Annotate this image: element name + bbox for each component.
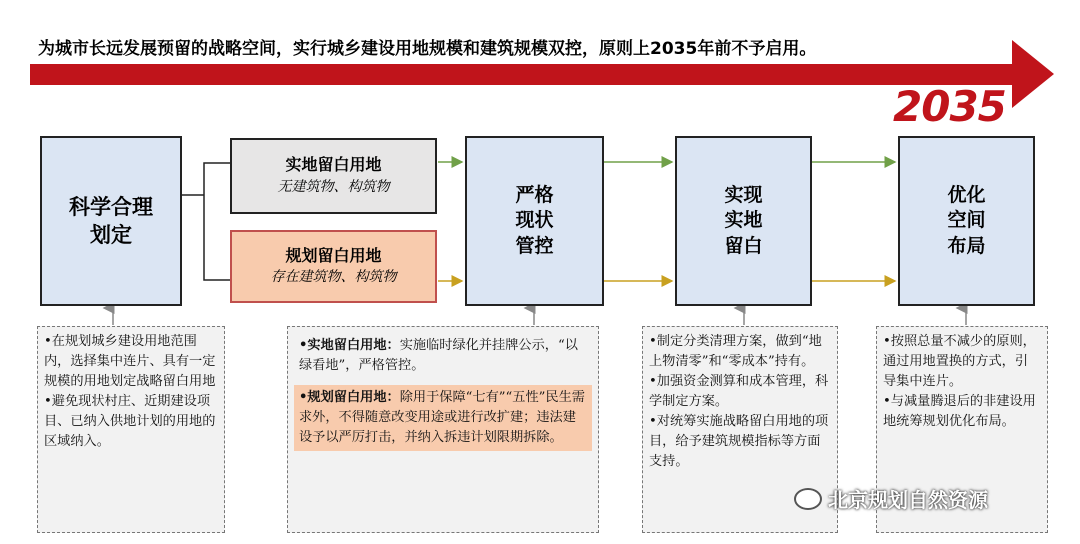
box-optimize-layout-label: 优化 空间 布局 — [947, 183, 986, 257]
note-planned-text: 除用于保障“七有”“五性”民生需求外，不得随意改变用途或进行改扩建；违法建设予以严厉打击，并纳入拆违计划限期拆除。 — [299, 390, 585, 445]
planned-reserved-sub: 存在建筑物、构筑物 — [270, 269, 397, 286]
box-scientific-delineation — [40, 136, 182, 306]
planned-reserved-title: 规划留白用地 — [285, 245, 382, 265]
field-reserved-sub: 无建筑物、构筑物 — [277, 178, 390, 195]
box-scientific-delineation-label: 科学合理 划定 — [69, 194, 153, 247]
note-realize-item: •对统筹实施战略留白用地的项目，给予建筑规模指标等方面支持。 — [649, 414, 829, 469]
note-optimize-item: •按照总量不减少的原则，通过用地置换的方式，引导集中连片。 — [883, 334, 1036, 389]
year-label: 2035 — [893, 82, 1006, 131]
headline: 为城市长远发展预留的战略空间，实行城乡建设用地规模和建筑规模双控，原则上2035年前不予启用。 — [38, 39, 817, 59]
wechat-logo-icon — [794, 488, 822, 510]
note-delineation-item: •避免现状村庄、近期建设项目、已纳入供地计划的用地的区域纳入。 — [44, 394, 216, 449]
note-optimize-item: •与减量腾退后的非建设用地统筹规划优化布局。 — [883, 394, 1036, 429]
note-field-label: •实地留白用地： — [299, 338, 400, 353]
watermark-text: 北京规划自然资源 — [828, 488, 988, 512]
note-delineation-item: •在规划城乡建设用地范围内，选择集中连片、具有一定规模的用地划定战略留白用地 — [44, 334, 216, 389]
note-strict-control — [287, 326, 599, 533]
watermark — [794, 484, 988, 513]
note-realize-item: •加强资金测算和成本管理，科学制定方案。 — [649, 374, 829, 409]
note-planned-label: •规划留白用地： — [299, 390, 400, 405]
note-planned-paragraph — [294, 385, 592, 451]
box-optimize-layout — [898, 136, 1035, 306]
note-field-text: 实施临时绿化并挂牌公示，“以绿看地”，严格管控。 — [299, 338, 578, 373]
note-field-paragraph — [294, 333, 592, 379]
note-delineation — [37, 326, 225, 533]
box-realize-reserve-label: 实现 实地 留白 — [724, 183, 763, 257]
field-reserved-title: 实地留白用地 — [285, 155, 382, 175]
box-strict-control-label: 严格 现状 管控 — [515, 183, 554, 257]
box-field-reserved-land — [230, 138, 437, 214]
note-realize-item: •制定分类清理方案，做到“地上物清零”和“零成本”持有。 — [649, 334, 822, 369]
box-strict-control — [465, 136, 604, 306]
box-realize-reserve — [675, 136, 812, 306]
box-planned-reserved-land — [230, 230, 437, 303]
